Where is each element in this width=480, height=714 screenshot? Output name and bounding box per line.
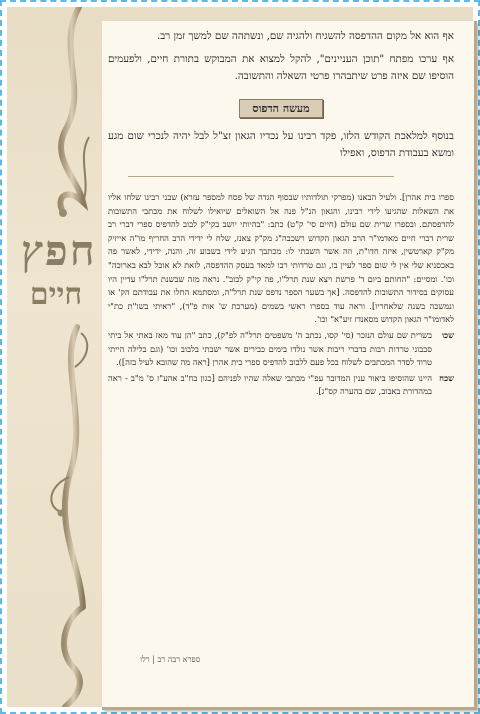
page-footer: [140, 655, 200, 664]
main-paragraph-1: אף הוא אל מקום ההדפסה להשגיח ולהגיה שם, ונשתהה שם למשך זמן רב.: [156, 30, 454, 42]
footnote-item: [108, 372, 454, 399]
footnote-text: בשרית שם עולם הנזכר (סי' קסו, נכתב ה' משפטים תרל"ה לפ"ק), כתב "הן עוד מאז באתי אל ביתי סבבוני טרדות רבות בדברי ריבות אשר נולדו בימים כבירים אשר ישבתי בלבוב וכו' (וגם בלילה הייתי טרוד לסדר המכתבים לשלוח בכל פעם ללבוב להדפיס ספרי בית אהרן [ראה מה שהובא לעיל בזה]).: [108, 329, 432, 368]
side-title-line2: חיים: [29, 277, 83, 312]
footer-page-number: רלו: [140, 655, 150, 664]
footnote-divider: [128, 176, 394, 177]
footnote-number: שכו: [441, 329, 454, 340]
footer-page-label: ספרא רבה רב: [157, 655, 201, 664]
footnote-number: שכח: [439, 372, 454, 383]
footnote-text: היינו שהוסיפו ביאור ענין המדובר עפ"י מכתבי שאלה שהיו לפניהם [כגון בח"ב אהע"ז ס' מ"ב - ראה במהדורת באבוב, שם בהערה קס"ג].: [108, 372, 432, 397]
footnote-item: [108, 329, 454, 370]
section-heading-wrap: [108, 97, 454, 118]
page-content: [108, 28, 454, 399]
ornament-scroll-icon: [37, 7, 97, 707]
footer-separator: |: [149, 655, 155, 664]
side-title-line1: חפץ: [21, 226, 97, 275]
section-heading: מעשה הדפוס: [239, 99, 322, 118]
main-paragraph-2: אף ערכו מפתח "תוכן העניינים", להקל למצוא את המבוקש בתורת חיים, ולפעמים הוסיפו שם איזה פרט שיתבהרו פרטי השאלה והתשובה.: [108, 53, 454, 82]
footnote-intro: ספרו בית אהרן]. ולעיל הבאנו (מפרקי תולדותיו שבסוף הגדה של פסח למספר עזרא) שבני רבינו שלחו אליו את השאלות שהגיעו לידי רבינו, והגאון הנ"ל פנה אל השואלים שיואילו לשלוח את מכתבי התשובות להדפסתם. ובספרו שרית שם עולם (חיים סי' ק"ט) כתב: "בהיותי יושב בקי"ק לבוב להדפיס ספרי דברי רב שרית דברי חיים מאדמו"ר הרב הגאון הקדוש רשכבה"ג מק"ק צאנז, שלח לי ידידי הרב החריף מו"ה אייזיק מק"ק קארטשין, איזה חדו"ת, וזה אשר השבתי לו: מכתבך הגיע לידי בשבוע זה, והנה, ידידי, לאשר פה באכסניא שלי אין לי שום ספר לעיין בו, וגם טרדותי רבו למאד בעסק ההדפסה, לזאת לא אוכל לבא בארוכה" וכו'. ומסיים: "החותם ביום ד' פרשת ויצא שנת תרל"ו, פה קי"ק לבוב". נראה מזה שבשנת תרל"ו עדיין היו עסוקים בסידור התשובות להדפסה. [אך בשער הספר נדפס שנת תרל"ה, ומסתמא החלו את עבודתם הק' או ונמשכה בשנה שלאחריו]. וראה עוד בספרו ראשי בשמים (מערכת ש' אות פ"ד), "ראיתי בשו"ת כת"י לאדומו"ר הגאון הקדוש מסאנדז זיע"א" וכו'.: [108, 192, 454, 325]
main-paragraph-3: בנוסף למלאכת הקודש הלזו, פקד רבינו על נכדיו הגאון זצ"ל לבל יהיה לנכרי שום מגע ומשא בעבודת הדפוס, ואפילו: [108, 130, 454, 159]
